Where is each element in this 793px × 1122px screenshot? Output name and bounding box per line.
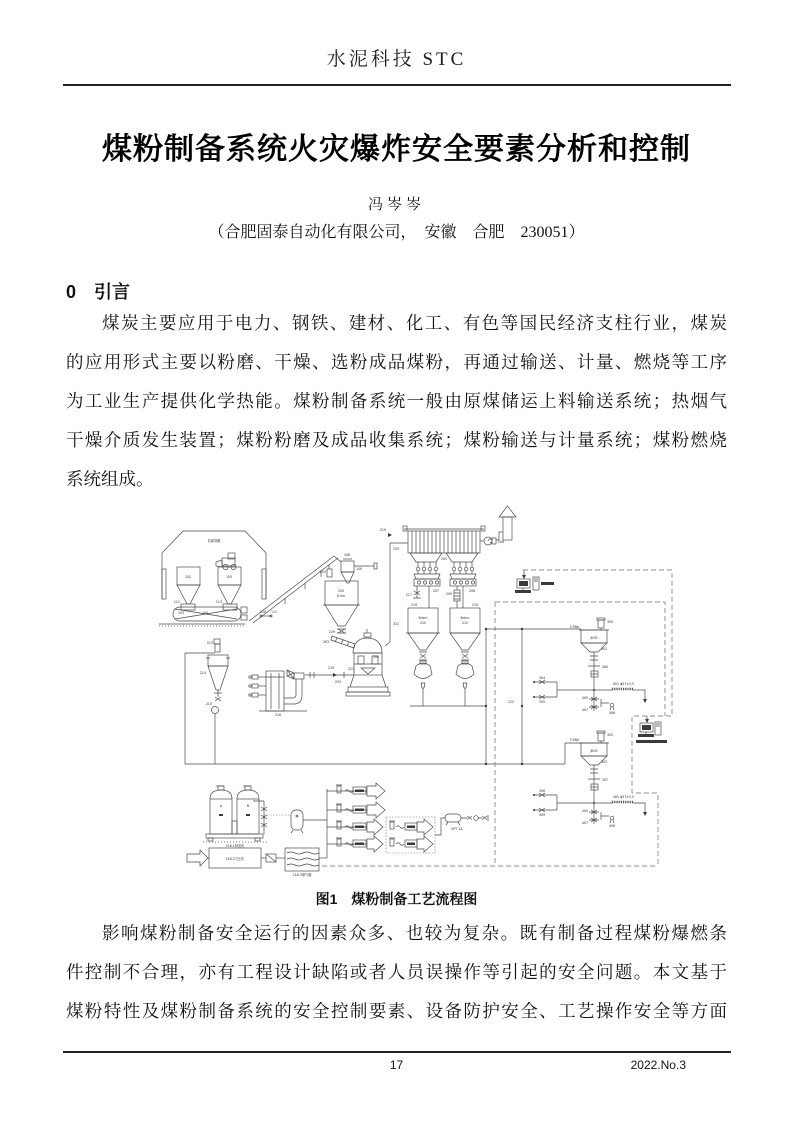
equip-label: JK05 xyxy=(590,636,598,640)
equip-label: 405 xyxy=(581,696,588,700)
equip-label: 204 xyxy=(373,655,380,659)
coal-hopper-102 xyxy=(177,567,200,604)
equip-label: 219 xyxy=(327,666,335,670)
figure-caption: 图1 煤粉制备工艺流程图 xyxy=(315,891,478,907)
page-number: 17 xyxy=(389,1058,404,1072)
equip-label: 305 xyxy=(538,700,546,704)
equip-label: 218-1制氮机 xyxy=(225,844,245,848)
powder-silo-210 xyxy=(406,608,440,650)
issue-number: 2022.No.3 xyxy=(630,1058,686,1072)
equip-label: B xyxy=(246,804,250,808)
equip-label: 6.5m xyxy=(336,594,346,598)
figure-1 xyxy=(145,503,745,893)
equip-label: 112 xyxy=(173,600,180,604)
equip-label: 6cbm xyxy=(460,616,470,620)
equip-label: 307 xyxy=(602,778,609,782)
equip-label: 406 xyxy=(608,824,616,828)
raw-coal-shed xyxy=(162,531,266,599)
equip-label: 217 xyxy=(405,593,412,597)
label-smudge xyxy=(541,582,554,585)
equip-label: 304 xyxy=(538,676,546,680)
equip-label: 221 xyxy=(348,667,355,671)
equip-label: 301 xyxy=(601,647,608,651)
equip-label: 219 xyxy=(472,603,479,607)
equip-label: 405 xyxy=(581,809,588,813)
equip-label: 216 xyxy=(274,713,282,717)
section-heading: 0 引言 xyxy=(66,282,131,302)
equip-label: 222 xyxy=(508,700,515,704)
workstation-1 xyxy=(515,570,554,593)
equip-label: 253 xyxy=(393,547,400,551)
equip-label: 213 xyxy=(206,641,213,645)
equip-label: 209 xyxy=(445,592,452,596)
equip-label: 219 xyxy=(411,603,418,607)
equip-label: 407 xyxy=(581,821,588,825)
body-line: 煤粉特性及煤粉制备系统的安全控制要素、设备防护安全、工艺操作安全等方面 xyxy=(66,1001,727,1021)
label-smudge xyxy=(636,740,667,743)
equip-label: 212 xyxy=(461,621,469,625)
equip-label: 111 xyxy=(271,610,278,614)
equip-label: A xyxy=(219,804,223,808)
process-flow-diagram xyxy=(145,503,745,893)
equip-label: 205 xyxy=(440,557,448,561)
equip-label: 300 xyxy=(607,620,614,624)
equip-label: 110 xyxy=(260,610,267,614)
coal-hopper-105 xyxy=(215,567,241,604)
equip-label: 108 xyxy=(343,553,351,557)
body-line: 系统组成。 xyxy=(66,469,154,489)
article-affiliation: （合肥固泰自动化有限公司， 安徽 合肥 230051） xyxy=(208,224,585,241)
body-line: 干燥介质发生装置；煤粉粉磨及成品收集系统；煤粉输送与计量系统；煤粉燃烧 xyxy=(66,430,727,450)
equip-label: 302 xyxy=(607,733,614,737)
after-figure-paragraph xyxy=(66,914,727,1031)
raw-coal-silo-200 xyxy=(323,581,360,648)
equip-label: 200 xyxy=(337,589,345,593)
equip-label: 260 xyxy=(602,665,609,669)
equip-label: 229 xyxy=(328,630,335,634)
weighing-hopper-301-labels xyxy=(539,620,634,715)
header-rule xyxy=(63,84,731,86)
pneumatic-pumps xyxy=(414,652,474,706)
equip-label: 306 xyxy=(538,789,546,793)
equip-label: 207 xyxy=(433,589,440,593)
rotary-feeders xyxy=(416,562,474,574)
equip-label: 3.5Ne xyxy=(569,625,579,629)
nitrogen-tanks xyxy=(203,786,327,848)
equip-label: 214 xyxy=(199,671,206,675)
body-line: 为工业生产提供化学热能。煤粉制备系统一般由原煤储运上料输送系统；热烟气 xyxy=(66,391,727,411)
shed-note: 原煤堆棚 xyxy=(207,539,221,543)
exhaust-fan-206 xyxy=(480,537,504,545)
compressor-units xyxy=(187,848,327,877)
equip-label: 6cbm xyxy=(418,616,428,620)
nitrogen-manifold xyxy=(327,783,488,858)
exhaust-stack xyxy=(496,506,516,540)
equip-label: 203 xyxy=(319,570,326,574)
equip-label: 263 xyxy=(322,640,329,644)
workstation-2 xyxy=(636,716,667,743)
equip-label: 104 xyxy=(202,611,209,615)
equip-label: 206 xyxy=(498,540,505,544)
equip-label: 309 xyxy=(538,813,546,817)
body-line: 的应用形式主要以粉磨、干燥、选粉成品煤粉，再通过输送、计量、燃烧等工序 xyxy=(66,352,727,372)
equip-label: 109 xyxy=(356,567,363,571)
equip-label: 215 xyxy=(205,702,212,706)
equip-label: 105 xyxy=(225,575,233,579)
equip-label: 219 xyxy=(379,528,386,532)
equip-label: 303 xyxy=(601,760,608,764)
powder-silo-212 xyxy=(450,608,480,650)
equip-label: 3.5Ne xyxy=(569,738,579,742)
cyclone-214 xyxy=(185,639,230,764)
equip-label: 208 xyxy=(469,589,476,593)
equip-label: 218-3储气罐 xyxy=(292,873,312,877)
equip-label: 103 xyxy=(178,611,185,615)
hot-gas-furnace-216 xyxy=(249,670,307,717)
dashed-boundaries xyxy=(319,570,672,866)
equip-label: 253 xyxy=(335,680,342,684)
equip-label: 218-2空压机 xyxy=(225,857,245,861)
intro-paragraph xyxy=(66,304,727,499)
equip-label: 407 xyxy=(581,708,588,712)
body-line: 影响煤粉制备安全运行的因素众多、也较为复杂。既有制备过程煤粉爆燃条 xyxy=(102,923,727,943)
journal-header: 水泥科技 STC xyxy=(326,49,467,70)
equ ip-label: 210 xyxy=(419,621,427,625)
top-cyclone xyxy=(320,553,377,583)
bag-filter-205 xyxy=(403,526,485,608)
equip-label: 113 xyxy=(215,600,222,604)
equip-label: 406 xyxy=(608,711,616,715)
article-author: 冯岑岑 xyxy=(367,197,425,213)
article-title: 煤粉制备系统火灾爆炸安全要素分析和控制 xyxy=(102,133,691,166)
equip-label: 405 φ57×3.5 xyxy=(613,795,634,799)
equip-label: JK05 xyxy=(590,749,598,753)
equip-label: 102 xyxy=(184,575,192,579)
equip-label: 321 xyxy=(393,622,400,626)
weighing-hopper-302-labels xyxy=(539,733,634,828)
weighing-system xyxy=(533,618,647,711)
vertical-mill-204 xyxy=(305,528,408,696)
body-line: 件控制不合理，亦有工程设计缺陷或者人员误操作等引起的安全问题。本文基于 xyxy=(66,962,727,982)
equip-label: 401 φ57×3.5 xyxy=(613,682,634,686)
pipework xyxy=(185,628,581,765)
body-line: 煤炭主要应用于电力、钢铁、建材、化工、有色等国民经济支柱行业，煤炭 xyxy=(102,313,727,333)
footer-rule xyxy=(63,1051,731,1053)
equip-label: GPT 1A xyxy=(451,827,463,831)
